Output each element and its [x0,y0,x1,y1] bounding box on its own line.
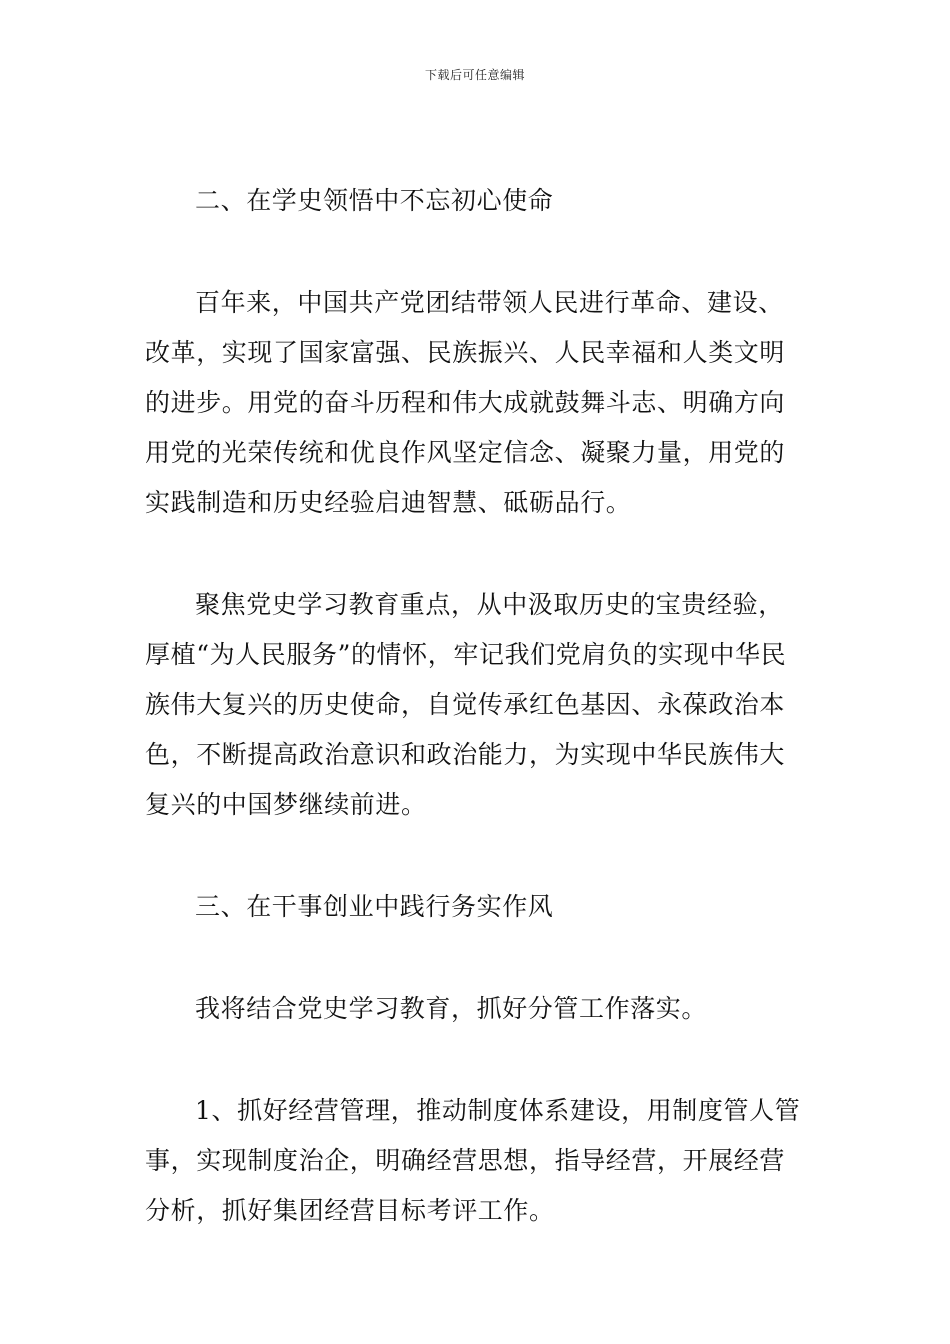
section-heading-2: 二、在学史领悟中不忘初心使命 [195,186,554,215]
paragraph-focus: 聚焦党史学习教育重点，从中汲取历史的宝贵经验，厚植“为人民服务”的情怀，牢记我们党肩负的实现中华民族伟大复兴的历史使命，自觉传承红色基因、永葆政治本色，不断提高政治意识和政治能力，为实现中华民族伟大复兴的中国梦继续前进。 [145,590,787,819]
paragraph-item-1: 1、抓好经营管理，推动制度体系建设，用制度管人管事，实现制度治企，明确经营思想，指导经营，开展经营分析，抓好集团经营目标考评工作。 [145,1096,801,1225]
paragraph-history: 百年来，中国共产党团结带领人民进行革命、建设、改革，实现了国家富强、民族振兴、人民幸福和人类文明的进步。用党的奋斗历程和伟大成就鼓舞斗志、明确方向用党的光荣传统和优良作风坚定信念、凝聚力量，用党的实践制造和历史经验启迪智慧、砥砺品行。 [145,288,786,517]
header-note: 下载后可任意编辑 [424,68,525,82]
document-body [145,176,807,1288]
section-heading-3: 三、在干事创业中践行务实作风 [195,892,554,921]
paragraph-intro: 我将结合党史学习教育，抓好分管工作落实。 [195,994,708,1023]
